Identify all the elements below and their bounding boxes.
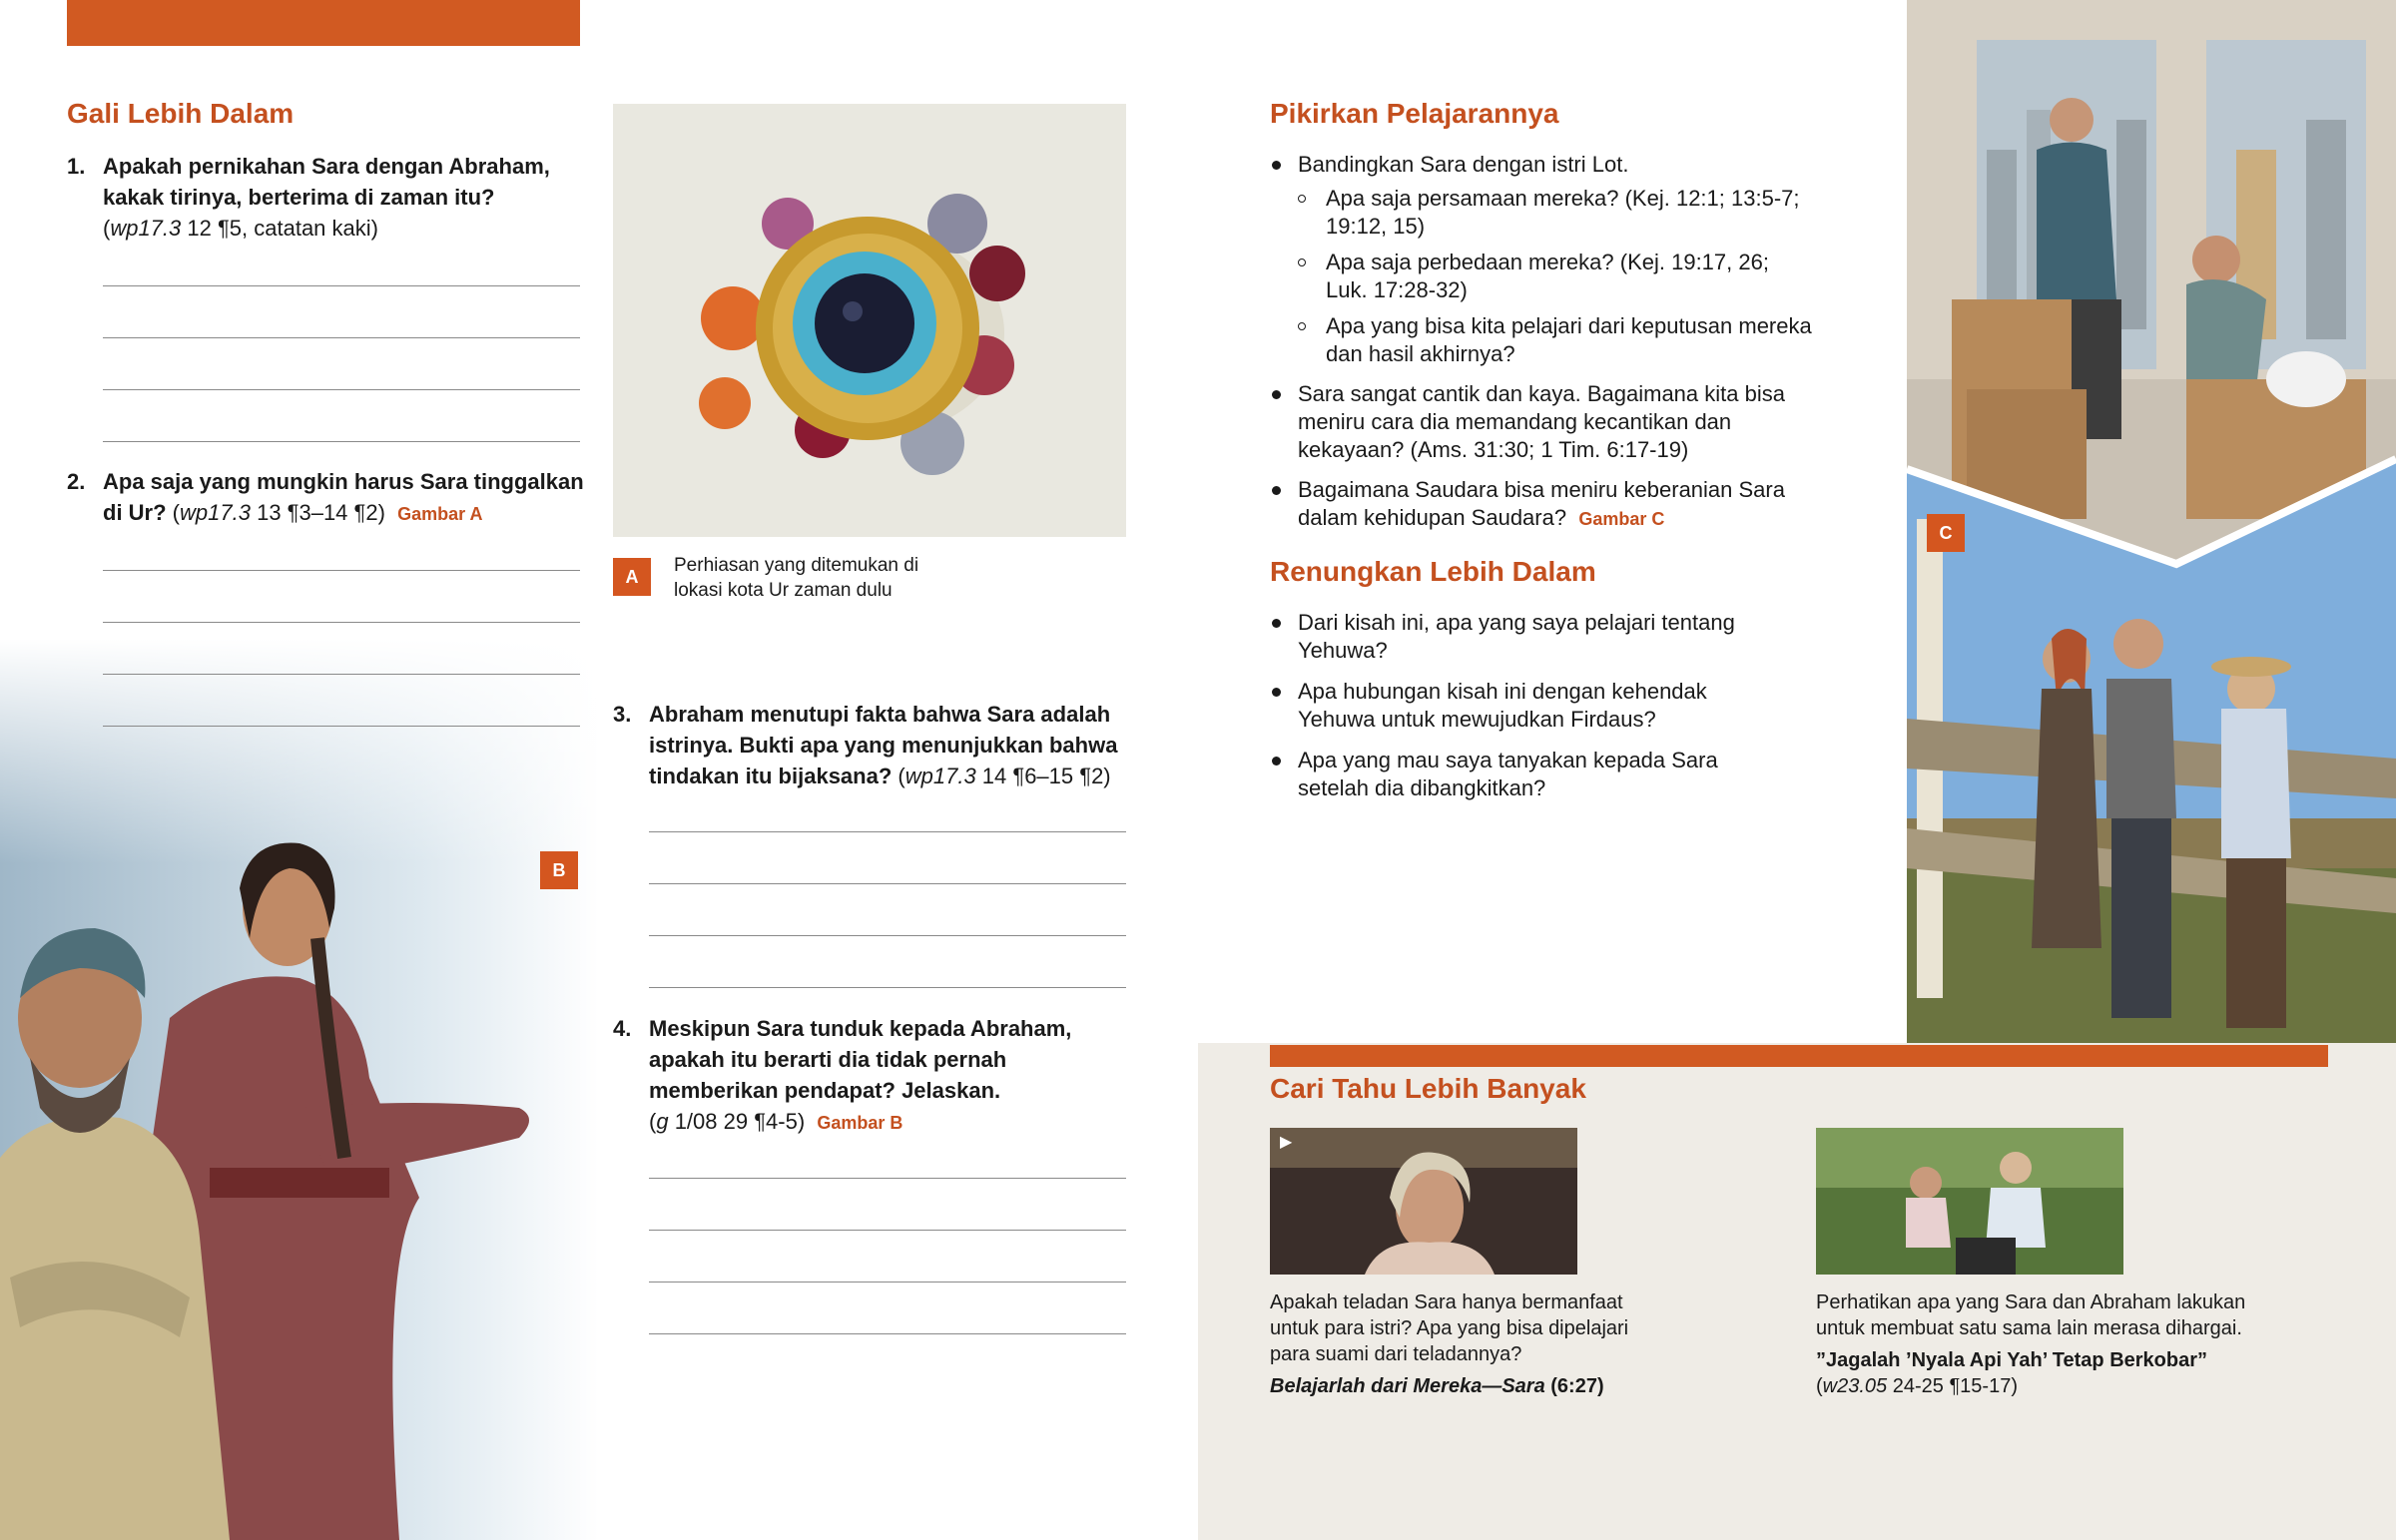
answer-line[interactable] <box>103 337 580 338</box>
bullet-icon <box>1272 161 1281 170</box>
section-heading-consider-lessons: Pikirkan Pelajarannya <box>1270 98 1559 129</box>
answer-line[interactable] <box>103 726 580 727</box>
question-ref: 12 ¶5, catatan kaki) <box>181 216 378 241</box>
list-item-text: Bandingkan Sara dengan istri Lot. <box>1298 152 1629 177</box>
list-item <box>1270 380 1814 464</box>
answer-line[interactable] <box>103 674 580 675</box>
list-item-text: Apa saja perbedaan mereka? (Kej. 19:17, 26; Luk. 17:28-32) <box>1326 250 1769 302</box>
question-text: Apakah pernikahan Sara dengan Abraham, kakak tirinya, berterima di zaman itu? <box>103 154 550 210</box>
sub-list-item <box>1270 312 1814 368</box>
video-frame-image <box>1270 1128 1577 1275</box>
figure-ref-tag[interactable]: Gambar C <box>1578 509 1665 529</box>
video-thumbnail[interactable] <box>1270 1128 1577 1275</box>
question-ref-pub: wp17.3 <box>110 216 182 241</box>
question-ref: 13 ¶3–14 ¶2) <box>250 500 385 525</box>
question-ref-pub: g <box>656 1109 669 1134</box>
article-desc-text: Perhatikan apa yang Sara dan Abraham lakukan untuk membuat satu sama lain merasa dihargai. <box>1816 1291 2246 1339</box>
question-text: Abraham menutupi fakta bahwa Sara adalah istrinya. Bukti apa yang menunjukkan bahwa tindakan itu bijaksana? <box>649 702 1118 788</box>
question-ref-pub: wp17.3 <box>180 500 251 525</box>
learn-more-bar <box>1270 1045 2328 1067</box>
play-icon[interactable]: ▶ <box>1280 1134 1293 1151</box>
circle-bullet-icon <box>1298 258 1306 266</box>
article-title[interactable]: ”Jagalah ’Nyala Api Yah’ Tetap Berkobar” <box>1816 1349 2208 1371</box>
moving-boxes-photo <box>1907 0 2396 1043</box>
list-item-text: Bagaimana Saudara bisa meniru keberanian Sara dalam kehidupan Saudara? <box>1298 477 1785 530</box>
list-item-text: Apa yang bisa kita pelajari dari keputusan mereka dan hasil akhirnya? <box>1326 313 1812 366</box>
question-number: 2. <box>67 469 86 494</box>
question-text: Apa saja yang mungkin harus Sara tinggalkan di Ur? <box>103 469 584 525</box>
answer-line[interactable] <box>103 570 580 571</box>
figure-badge-c: C <box>1927 514 1965 552</box>
answer-line[interactable] <box>649 935 1126 936</box>
list-item <box>1270 476 1814 533</box>
question-ref-open: ( <box>649 1109 657 1134</box>
figure-badge-b: B <box>540 851 578 889</box>
answer-line[interactable] <box>649 1178 1126 1179</box>
sub-list-item <box>1270 185 1814 241</box>
figure-ref-tag[interactable]: Gambar A <box>397 504 483 524</box>
question-text: Meskipun Sara tunduk kepada Abraham, apakah itu berarti dia tidak pernah memberikan pendapat? Jelaskan. <box>649 1016 1072 1103</box>
list-item-text: Apa saja persamaan mereka? (Kej. 12:1; 13:5-7; 19:12, 15) <box>1326 186 1800 239</box>
reflect-list <box>1270 609 1789 802</box>
question-4 <box>613 1013 1132 1139</box>
list-item-text: Apa hubungan kisah ini dengan kehendak Yehuwa untuk mewujudkan Firdaus? <box>1298 679 1707 732</box>
garden-image <box>1816 1128 2123 1275</box>
bullet-icon <box>1272 688 1281 697</box>
article-ref-open: ( <box>1816 1375 1823 1397</box>
question-3 <box>613 699 1132 791</box>
figure-ref-tag[interactable]: Gambar B <box>817 1113 903 1133</box>
top-orange-strip <box>67 0 580 46</box>
figure-caption-a: Perhiasan yang ditemukan di lokasi kota Ur zaman dulu <box>674 555 919 601</box>
video-desc-text: Apakah teladan Sara hanya bermanfaat untuk para istri? Apa yang bisa dipelajari para suami dari teladannya? <box>1270 1291 1629 1365</box>
sara-abraham-illustration <box>0 639 599 1540</box>
answer-line[interactable] <box>649 831 1126 832</box>
question-ref-open: ( <box>166 500 181 525</box>
figure-badge-a: A <box>613 558 651 596</box>
answer-line[interactable] <box>649 987 1126 988</box>
answer-line[interactable] <box>649 1333 1126 1334</box>
question-ref-open: ( <box>892 764 905 788</box>
list-item <box>1270 609 1789 665</box>
answer-line[interactable] <box>649 883 1126 884</box>
sub-list-item <box>1270 249 1814 304</box>
bullet-icon <box>1272 486 1281 495</box>
answer-line[interactable] <box>103 622 580 623</box>
bullet-icon <box>1272 390 1281 399</box>
list-item <box>1270 678 1789 734</box>
consider-list <box>1270 151 1814 533</box>
list-item-text: Sara sangat cantik dan kaya. Bagaimana kita bisa meniru cara dia memandang kecantikan dan kekayaan? (Ams. 31:30; 1 Tim. 6:17-19) <box>1298 381 1785 462</box>
answer-line[interactable] <box>649 1230 1126 1231</box>
list-item-text: Apa yang mau saya tanyakan kepada Sara setelah dia dibangkitkan? <box>1298 748 1718 800</box>
question-ref: 14 ¶6–15 ¶2) <box>975 764 1111 788</box>
question-ref: 1/08 29 ¶4-5) <box>668 1109 806 1134</box>
answer-line[interactable] <box>103 389 580 390</box>
video-duration: (6:27) <box>1544 1375 1604 1397</box>
section-heading-reflect: Renungkan Lebih Dalam <box>1270 556 1596 587</box>
question-number: 1. <box>67 154 86 179</box>
list-item <box>1270 151 1814 179</box>
answer-line[interactable] <box>103 441 580 442</box>
question-number: 4. <box>613 1016 632 1041</box>
article-description <box>1816 1289 2295 1399</box>
section-heading-dig-deeper: Gali Lebih Dalam <box>67 98 295 129</box>
video-title[interactable]: Belajarlah dari Mereka—Sara <box>1270 1375 1545 1397</box>
jewelry-photo <box>613 104 1126 537</box>
circle-bullet-icon <box>1298 195 1306 203</box>
article-thumbnail[interactable] <box>1816 1128 2123 1275</box>
question-number: 3. <box>613 702 632 727</box>
bullet-icon <box>1272 757 1281 766</box>
bullet-icon <box>1272 619 1281 628</box>
circle-bullet-icon <box>1298 322 1306 330</box>
list-item <box>1270 747 1789 802</box>
article-ref: 24-25 ¶15-17) <box>1887 1375 2018 1397</box>
list-item-text: Dari kisah ini, apa yang saya pelajari tentang Yehuwa? <box>1298 610 1735 663</box>
question-ref-pub: wp17.3 <box>904 764 976 788</box>
video-description <box>1270 1289 1639 1399</box>
question-1 <box>67 151 586 244</box>
answer-line[interactable] <box>649 1282 1126 1283</box>
answer-line[interactable] <box>103 285 580 286</box>
question-ref-open: ( <box>103 216 111 241</box>
section-heading-learn-more: Cari Tahu Lebih Banyak <box>1270 1073 1586 1104</box>
question-2 <box>67 466 591 530</box>
article-ref-pub: w23.05 <box>1822 1375 1888 1397</box>
